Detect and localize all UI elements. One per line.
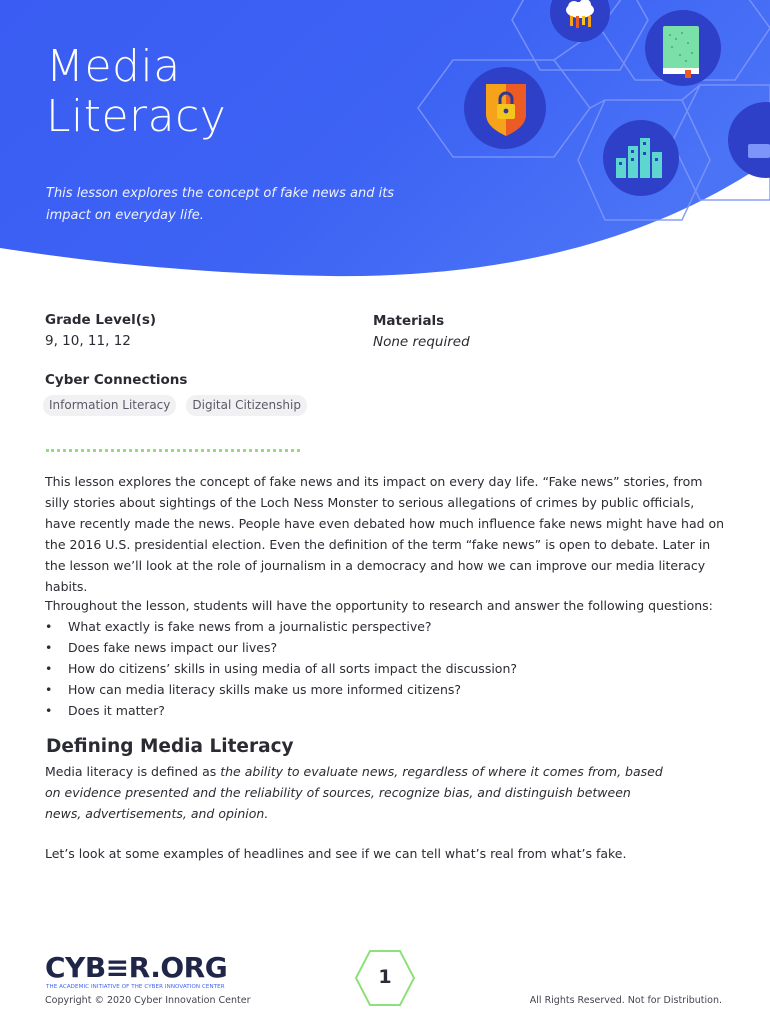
puzzle-icon (744, 138, 770, 162)
materials-label: Materials (373, 313, 445, 329)
list-item-text: What exactly is fake news from a journalistic perspective? (68, 619, 432, 634)
cyber-org-logo: CYB≡R.ORG (45, 951, 228, 984)
questions-block (45, 595, 725, 721)
lock-shield-icon (482, 80, 530, 138)
page-subtitle: This lesson explores the concept of fake news and its impact on everyday life. (46, 186, 395, 223)
list-item-text: How do citizens’ skills in using media of all sorts impact the discussion? (68, 661, 518, 676)
title-line-1: Media (46, 41, 181, 92)
closing-paragraph: Let’s look at some examples of headlines and see if we can tell what’s real from what’s fake. (45, 846, 627, 861)
definition-paragraph (45, 761, 665, 824)
list-item: • Does fake news impact our lives? (45, 640, 278, 655)
cloud-icon (563, 0, 597, 30)
list-item-text: Does fake news impact our lives? (68, 640, 278, 655)
list-item: • How do citizens’ skills in using media of all sorts impact the discussion? (45, 661, 518, 676)
tag-list (43, 395, 307, 416)
grade-value: 9, 10, 11, 12 (45, 333, 131, 349)
list-item: • Does it matter? (45, 703, 165, 718)
tag-information-literacy: Information Literacy (43, 395, 176, 416)
copyright-text: Copyright © 2020 Cyber Innovation Center (45, 995, 251, 1006)
grade-label: Grade Level(s) (45, 312, 157, 328)
list-item-text: Does it matter? (68, 703, 165, 718)
page-title (46, 42, 226, 142)
logo-tagline: THE ACADEMIC INITIATIVE OF THE CYBER INNOVATION CENTER (46, 984, 225, 990)
tag-digital-citizenship: Digital Citizenship (186, 395, 307, 416)
section-heading: Defining Media Literacy (46, 736, 294, 757)
list-item-text: How can media literacy skills make us more informed citizens? (68, 682, 462, 697)
page-number: 1 (378, 966, 392, 988)
definition-prefix: Media literacy is defined as (45, 764, 221, 779)
list-item: • How can media literacy skills make us more informed citizens? (45, 682, 462, 697)
rights-text: All Rights Reserved. Not for Distribution. (529, 995, 722, 1006)
intro-paragraph: This lesson explores the concept of fake news and its impact on every day life. “Fake news” stories, from silly stories about sightings of the Loch Ness Monster to serious allegations of crimes by public officials, have recently made the news. People have even debated how much influence fake news might have had on the 2016 U.S. presidential election. Even the definition of the term “fake news” is open to debate. Later in the lesson we’ll look at the role of journalism in a democracy and how we can improve our media literacy habits. (45, 474, 725, 594)
definition-text: the ability to evaluate news, regardless of where it comes from, based on evidence presented and the reliability of sources, recognize bias, and distinguish between news, advertisements, and opinion. (45, 764, 663, 821)
questions-lead: Throughout the lesson, students will have the opportunity to research and answer the following questions: (45, 598, 713, 613)
book-icon (661, 24, 703, 80)
materials-value: None required (373, 334, 470, 350)
title-line-2: Literacy (46, 91, 227, 142)
section-divider (46, 449, 300, 452)
list-item: • What exactly is fake news from a journalistic perspective? (45, 619, 432, 634)
cyber-connections-label: Cyber Connections (45, 372, 188, 388)
building-icon (612, 132, 670, 184)
